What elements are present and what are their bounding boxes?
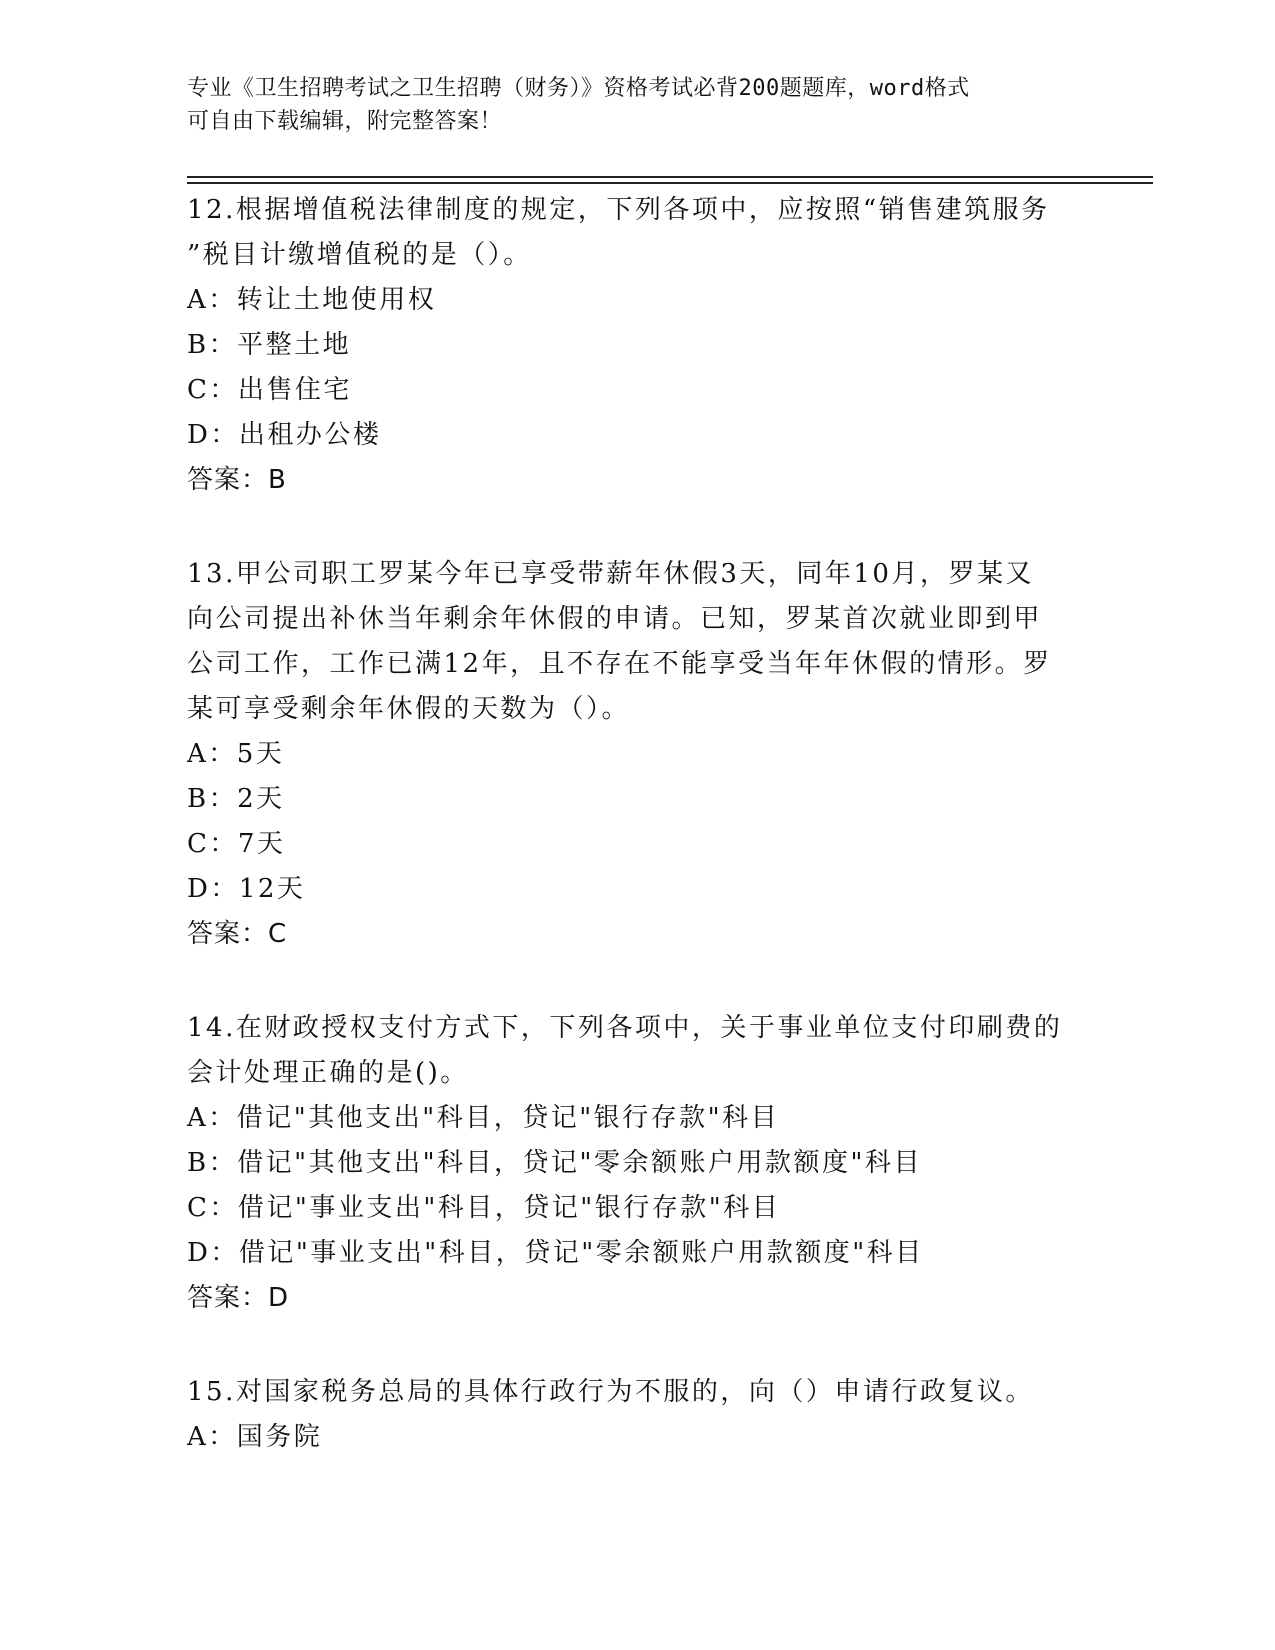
answer-line: 答案：D bbox=[187, 1283, 290, 1313]
option-b: B：平整土地 bbox=[187, 330, 352, 360]
option-c: C：7天 bbox=[187, 829, 286, 859]
option-d: D：借记"事业支出"科目，贷记"零余额账户用款额度"科目 bbox=[187, 1238, 924, 1268]
option-a: A：转让土地使用权 bbox=[187, 285, 437, 315]
option-a: A：5天 bbox=[187, 739, 285, 769]
option-d: D：12天 bbox=[187, 874, 306, 904]
question-stem-line: 15.对国家税务总局的具体行政行为不服的，向（）申请行政复议。 bbox=[187, 1377, 1034, 1407]
question-12 bbox=[187, 188, 1077, 503]
question-stem-line: 会计处理正确的是()。 bbox=[187, 1058, 469, 1088]
option-c: C：借记"事业支出"科目，贷记"银行存款"科目 bbox=[187, 1193, 781, 1223]
question-stem-line: 某可享受剩余年休假的天数为（）。 bbox=[187, 694, 631, 724]
option-b: B：2天 bbox=[187, 784, 285, 814]
header-divider-top bbox=[187, 176, 1153, 178]
option-c: C：出售住宅 bbox=[187, 375, 352, 405]
option-a: A：国务院 bbox=[187, 1422, 323, 1452]
answer-line: 答案：B bbox=[187, 465, 287, 495]
question-stem-line: 向公司提出补休当年剩余年休假的申请。已知，罗某首次就业即到甲 bbox=[187, 604, 1043, 634]
document-header bbox=[187, 72, 1067, 138]
option-d: D：出租办公楼 bbox=[187, 420, 382, 450]
question-stem-line: 公司工作，工作已满12年，且不存在不能享受当年年休假的情形。罗 bbox=[187, 649, 1052, 679]
question-stem-line: 13.甲公司职工罗某今年已享受带薪年休假3天，同年10月，罗某又 bbox=[187, 559, 1034, 589]
header-divider-bottom bbox=[187, 182, 1153, 184]
question-stem-line: ”税目计缴增值税的是（）。 bbox=[187, 240, 532, 270]
question-15 bbox=[187, 1370, 1077, 1460]
question-14 bbox=[187, 1006, 1077, 1321]
question-stem-line: 12.根据增值税法律制度的规定，下列各项中，应按照“销售建筑服务 bbox=[187, 195, 1050, 225]
answer-line: 答案：C bbox=[187, 919, 288, 949]
option-a: A：借记"其他支出"科目，贷记"银行存款"科目 bbox=[187, 1103, 780, 1133]
option-b: B：借记"其他支出"科目，贷记"零余额账户用款额度"科目 bbox=[187, 1148, 922, 1178]
question-stem-line: 14.在财政授权支付方式下，下列各项中，关于事业单位支付印刷费的 bbox=[187, 1013, 1063, 1043]
question-13 bbox=[187, 552, 1077, 957]
header-line-2: 可自由下载编辑，附完整答案！ bbox=[187, 109, 503, 134]
header-line-1: 专业《卫生招聘考试之卫生招聘（财务）》资格考试必背200题题库，word格式 bbox=[187, 76, 970, 101]
